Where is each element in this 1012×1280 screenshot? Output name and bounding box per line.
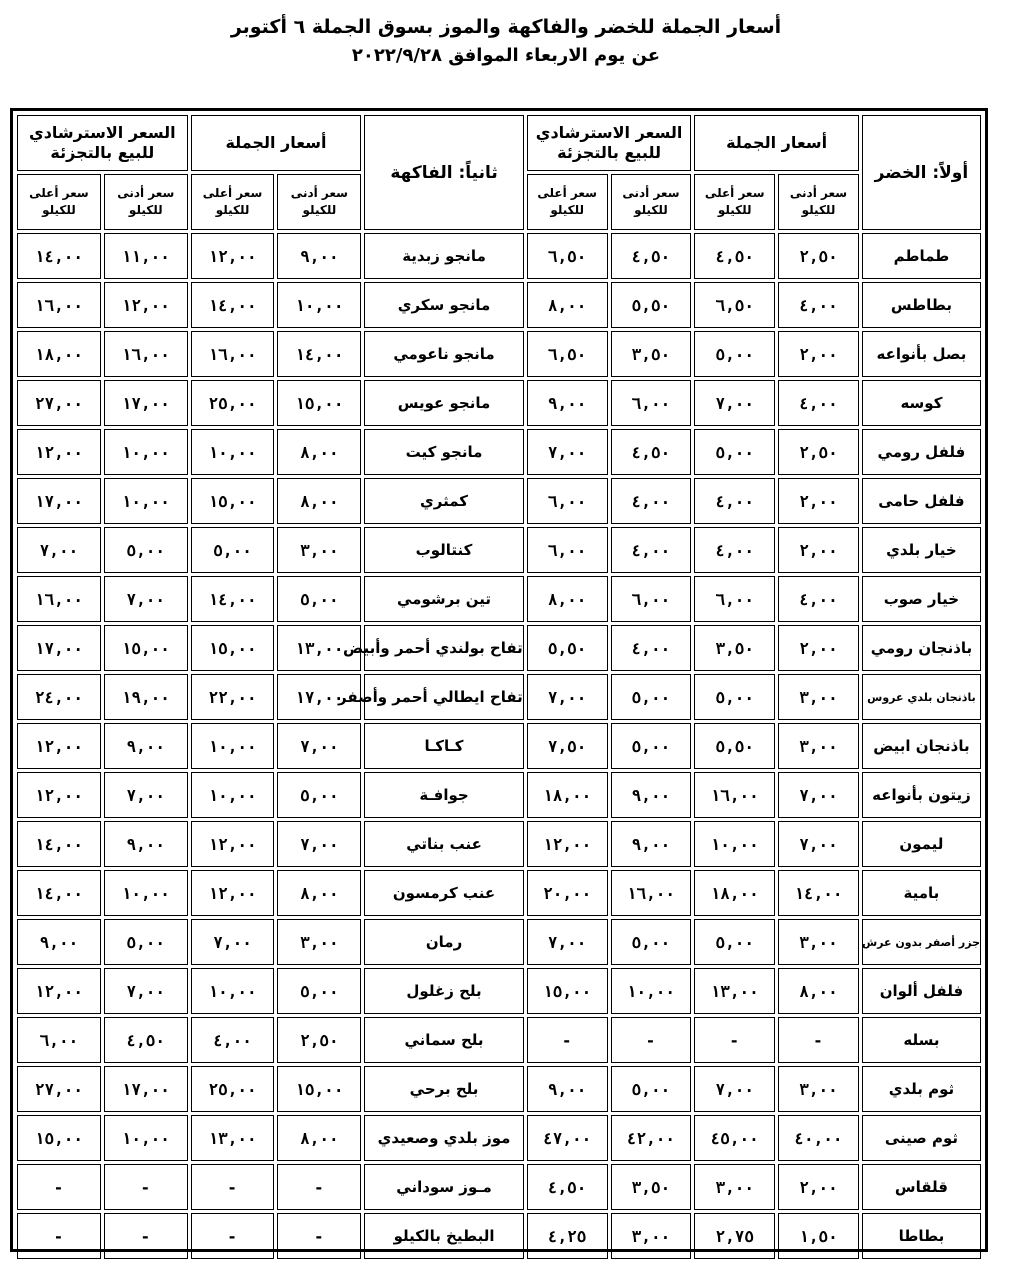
fruit-retail-max: ١٧,٠٠ xyxy=(17,625,101,671)
max-price-header: سعر أعلى للكيلو xyxy=(191,174,275,230)
fruit-wholesale-max: ١٤,٠٠ xyxy=(191,576,275,622)
fruit-retail-min: ١٧,٠٠ xyxy=(104,380,188,426)
fruit-name: بلح برحي xyxy=(364,1066,524,1112)
fruit-wholesale-max: ٢٥,٠٠ xyxy=(191,380,275,426)
veg-retail-max: ٧,٥٠ xyxy=(527,723,608,769)
fruit-name: مانجو ناعومي xyxy=(364,331,524,377)
fruit-name: رمان xyxy=(364,919,524,965)
veg-retail-min: ٣,٥٠ xyxy=(611,331,692,377)
fruit-wholesale-max: ١٢,٠٠ xyxy=(191,821,275,867)
veg-retail-max: ٨,٠٠ xyxy=(527,576,608,622)
fruit-retail-max: ٩,٠٠ xyxy=(17,919,101,965)
veg-retail-min: ٤٢,٠٠ xyxy=(611,1115,692,1161)
veg-retail-min: ٥,٠٠ xyxy=(611,674,692,720)
fruit-retail-max: ١٦,٠٠ xyxy=(17,576,101,622)
veg-name: زيتون بأنواعه xyxy=(862,772,981,818)
veg-wholesale-max: ٦,٥٠ xyxy=(694,282,775,328)
fruit-name: تفاح بولندي أحمر وأبيض xyxy=(364,625,524,671)
veg-wholesale-min: ٤,٠٠ xyxy=(778,576,859,622)
fruit-retail-max: ١٨,٠٠ xyxy=(17,331,101,377)
fruit-wholesale-min: ٥,٠٠ xyxy=(277,576,361,622)
fruit-wholesale-min: ١٧,٠٠ xyxy=(277,674,361,720)
fruit-retail-min: ١٠,٠٠ xyxy=(104,1115,188,1161)
header-row-groups xyxy=(17,115,981,171)
veg-name: فلفل رومي xyxy=(862,429,981,475)
veg-wholesale-min: ١٤,٠٠ xyxy=(778,870,859,916)
veg-name: بصل بأنواعه xyxy=(862,331,981,377)
veg-retail-min: ٣,٥٠ xyxy=(611,1164,692,1210)
veg-retail-max: - xyxy=(527,1017,608,1063)
veg-wholesale-max: - xyxy=(694,1017,775,1063)
max-price-header: سعر أعلى للكيلو xyxy=(17,174,101,230)
veg-wholesale-max: ٦,٠٠ xyxy=(694,576,775,622)
veg-retail-min: ٥,٠٠ xyxy=(611,723,692,769)
fruit-name: بلح سماني xyxy=(364,1017,524,1063)
fruit-retail-max: ١٢,٠٠ xyxy=(17,772,101,818)
fruit-wholesale-min: - xyxy=(277,1213,361,1259)
veg-retail-min: ٤,٠٠ xyxy=(611,527,692,573)
veg-retail-min: ٩,٠٠ xyxy=(611,821,692,867)
fruit-wholesale-min: ١٥,٠٠ xyxy=(277,1066,361,1112)
veg-name: ثوم صينى xyxy=(862,1115,981,1161)
fruit-name: جوافـة xyxy=(364,772,524,818)
fruit-wholesale-min: ٨,٠٠ xyxy=(277,1115,361,1161)
fruit-name: البطيخ بالكيلو xyxy=(364,1213,524,1259)
veg-wholesale-max: ٥,٠٠ xyxy=(694,429,775,475)
fruit-wholesale-max: ١٦,٠٠ xyxy=(191,331,275,377)
fruit-retail-min: - xyxy=(104,1164,188,1210)
fruit-retail-min: ١٦,٠٠ xyxy=(104,331,188,377)
fruit-wholesale-max: ١٠,٠٠ xyxy=(191,723,275,769)
table-row xyxy=(17,1164,981,1210)
fruit-name: موز بلدي وصعيدي xyxy=(364,1115,524,1161)
fruit-name: كـاكـا xyxy=(364,723,524,769)
table-row xyxy=(17,233,981,279)
veg-wholesale-min: ٧,٠٠ xyxy=(778,772,859,818)
veg-retail-max: ١٨,٠٠ xyxy=(527,772,608,818)
veg-wholesale-min: - xyxy=(778,1017,859,1063)
veg-retail-max: ١٥,٠٠ xyxy=(527,968,608,1014)
veg-name: كوسه xyxy=(862,380,981,426)
veg-name: فلفل حامى xyxy=(862,478,981,524)
veg-wholesale-min: ١,٥٠ xyxy=(778,1213,859,1259)
veg-wholesale-max: ٧,٠٠ xyxy=(694,1066,775,1112)
veg-name: بامية xyxy=(862,870,981,916)
veg-retail-min: ٤,٥٠ xyxy=(611,429,692,475)
veg-wholesale-min: ٢,٠٠ xyxy=(778,331,859,377)
veg-wholesale-max: ٥,٠٠ xyxy=(694,674,775,720)
table-row xyxy=(17,968,981,1014)
veg-wholesale-min: ٢,٠٠ xyxy=(778,625,859,671)
fruit-retail-min: - xyxy=(104,1213,188,1259)
veg-wholesale-min: ٣,٠٠ xyxy=(778,1066,859,1112)
fruit-wholesale-max: ٤,٠٠ xyxy=(191,1017,275,1063)
fruit-retail-min: ٥,٠٠ xyxy=(104,919,188,965)
veg-name: بسله xyxy=(862,1017,981,1063)
guide-line2: للبيع بالتجزئة xyxy=(557,143,661,162)
fruit-retail-min: ١٠,٠٠ xyxy=(104,429,188,475)
veg-wholesale-min: ٣,٠٠ xyxy=(778,919,859,965)
veg-retail-max: ٤٧,٠٠ xyxy=(527,1115,608,1161)
fruit-wholesale-max: - xyxy=(191,1213,275,1259)
table-row xyxy=(17,478,981,524)
fruit-wholesale-max: ١٣,٠٠ xyxy=(191,1115,275,1161)
veg-retail-max: ٧,٠٠ xyxy=(527,429,608,475)
fruit-retail-max: ١٤,٠٠ xyxy=(17,233,101,279)
veg-wholesale-min: ٢,٥٠ xyxy=(778,429,859,475)
veg-wholesale-min: ٨,٠٠ xyxy=(778,968,859,1014)
veg-wholesale-min: ٤,٠٠ xyxy=(778,380,859,426)
veg-retail-min: - xyxy=(611,1017,692,1063)
fruit-wholesale-min: ٨,٠٠ xyxy=(277,870,361,916)
price-table xyxy=(14,112,984,1262)
max-price-header: سعر أعلى للكيلو xyxy=(527,174,608,230)
veg-name: قلقاس xyxy=(862,1164,981,1210)
veg-retail-max: ١٢,٠٠ xyxy=(527,821,608,867)
veg-wholesale-min: ٢,٠٠ xyxy=(778,527,859,573)
fruit-name: تين برشومي xyxy=(364,576,524,622)
fruit-retail-min: ١٥,٠٠ xyxy=(104,625,188,671)
fruit-retail-max: - xyxy=(17,1213,101,1259)
fruit-wholesale-max: ١٤,٠٠ xyxy=(191,282,275,328)
veg-retail-min: ١٠,٠٠ xyxy=(611,968,692,1014)
fruit-name: كنتالوب xyxy=(364,527,524,573)
fruit-wholesale-max: ١٠,٠٠ xyxy=(191,968,275,1014)
veg-retail-max: ٩,٠٠ xyxy=(527,1066,608,1112)
fruit-retail-min: ١١,٠٠ xyxy=(104,233,188,279)
fruit-wholesale-header: أسعار الجملة xyxy=(191,115,362,171)
table-row xyxy=(17,527,981,573)
fruit-wholesale-min: ٣,٠٠ xyxy=(277,527,361,573)
fruit-retail-min: ٧,٠٠ xyxy=(104,772,188,818)
veg-name: خيار صوب xyxy=(862,576,981,622)
veg-retail-max: ٨,٠٠ xyxy=(527,282,608,328)
fruit-wholesale-max: ١٠,٠٠ xyxy=(191,772,275,818)
veg-category-header: أولاً: الخضر xyxy=(862,115,981,230)
fruit-wholesale-max: ٢٢,٠٠ xyxy=(191,674,275,720)
price-table-body xyxy=(17,233,981,1259)
veg-wholesale-min: ٣,٠٠ xyxy=(778,723,859,769)
veg-wholesale-max: ٤,٠٠ xyxy=(694,527,775,573)
fruit-retail-min: ٩,٠٠ xyxy=(104,821,188,867)
guide-line1: السعر الاسترشادي xyxy=(535,123,683,142)
table-row xyxy=(17,723,981,769)
fruit-wholesale-min: ٩,٠٠ xyxy=(277,233,361,279)
veg-retail-min: ٤,٠٠ xyxy=(611,478,692,524)
table-row xyxy=(17,1017,981,1063)
guide-line1: السعر الاسترشادي xyxy=(29,123,176,142)
veg-retail-max: ٧,٠٠ xyxy=(527,674,608,720)
fruit-retail-max: ٢٤,٠٠ xyxy=(17,674,101,720)
veg-retail-max: ٦,٥٠ xyxy=(527,331,608,377)
veg-name: باذنجان بلدي عروس xyxy=(862,674,981,720)
fruit-wholesale-max: ١٥,٠٠ xyxy=(191,625,275,671)
fruit-wholesale-max: ١٢,٠٠ xyxy=(191,233,275,279)
min-price-header: سعر أدنى للكيلو xyxy=(611,174,692,230)
veg-retail-max: ٩,٠٠ xyxy=(527,380,608,426)
fruit-category-header: ثانياً: الفاكهة xyxy=(364,115,524,230)
fruit-retail-max: ١٤,٠٠ xyxy=(17,821,101,867)
fruit-name: كمثري xyxy=(364,478,524,524)
veg-name: بطاطس xyxy=(862,282,981,328)
fruit-retail-min: ١٩,٠٠ xyxy=(104,674,188,720)
max-price-header: سعر أعلى للكيلو xyxy=(694,174,775,230)
fruit-retail-min: ٥,٠٠ xyxy=(104,527,188,573)
page-header xyxy=(0,12,1012,70)
veg-retail-min: ٥,٠٠ xyxy=(611,1066,692,1112)
fruit-wholesale-min: ١٣,٠٠ xyxy=(277,625,361,671)
veg-retail-min: ٦,٠٠ xyxy=(611,576,692,622)
veg-retail-max: ٤,٥٠ xyxy=(527,1164,608,1210)
veg-retail-max: ٦,٠٠ xyxy=(527,527,608,573)
fruit-retail-min: ٧,٠٠ xyxy=(104,968,188,1014)
veg-retail-max: ٤,٢٥ xyxy=(527,1213,608,1259)
fruit-retail-max: ٦,٠٠ xyxy=(17,1017,101,1063)
fruit-wholesale-min: ٧,٠٠ xyxy=(277,723,361,769)
veg-name: خيار بلدي xyxy=(862,527,981,573)
veg-retail-max: ٦,٥٠ xyxy=(527,233,608,279)
fruit-wholesale-max: ١٥,٠٠ xyxy=(191,478,275,524)
fruit-name: مانجو سكري xyxy=(364,282,524,328)
veg-retail-min: ٣,٠٠ xyxy=(611,1213,692,1259)
table-row xyxy=(17,576,981,622)
fruit-wholesale-min: ٣,٠٠ xyxy=(277,919,361,965)
veg-wholesale-max: ٤٥,٠٠ xyxy=(694,1115,775,1161)
fruit-wholesale-min: ٢,٥٠ xyxy=(277,1017,361,1063)
veg-wholesale-min: ٤٠,٠٠ xyxy=(778,1115,859,1161)
veg-retail-min: ٩,٠٠ xyxy=(611,772,692,818)
veg-wholesale-max: ٧,٠٠ xyxy=(694,380,775,426)
page-title: أسعار الجملة للخضر والفاكهة والموز بسوق الجملة ٦ أكتوبر xyxy=(230,16,782,38)
veg-name: ثوم بلدي xyxy=(862,1066,981,1112)
veg-wholesale-max: ٤,٥٠ xyxy=(694,233,775,279)
veg-name: طماطم xyxy=(862,233,981,279)
fruit-retail-min: ١٠,٠٠ xyxy=(104,478,188,524)
veg-wholesale-min: ٢,٠٠ xyxy=(778,1164,859,1210)
table-row xyxy=(17,625,981,671)
fruit-wholesale-min: ١٠,٠٠ xyxy=(277,282,361,328)
fruit-retail-max: ١٢,٠٠ xyxy=(17,968,101,1014)
fruit-retail-max: ١٦,٠٠ xyxy=(17,282,101,328)
veg-wholesale-max: ٤,٠٠ xyxy=(694,478,775,524)
fruit-retail-min: ٤,٥٠ xyxy=(104,1017,188,1063)
fruit-retail-max: ١٤,٠٠ xyxy=(17,870,101,916)
fruit-retail-max: - xyxy=(17,1164,101,1210)
veg-retail-min: ٤,٥٠ xyxy=(611,233,692,279)
fruit-retail-max: ١٥,٠٠ xyxy=(17,1115,101,1161)
veg-wholesale-header: أسعار الجملة xyxy=(694,115,859,171)
min-price-header: سعر أدنى للكيلو xyxy=(778,174,859,230)
fruit-wholesale-min: - xyxy=(277,1164,361,1210)
fruit-wholesale-min: ١٤,٠٠ xyxy=(277,331,361,377)
table-row xyxy=(17,1066,981,1112)
veg-wholesale-max: ١٨,٠٠ xyxy=(694,870,775,916)
veg-name: باذنجان ابيض xyxy=(862,723,981,769)
fruit-name: بلح زغلول xyxy=(364,968,524,1014)
veg-wholesale-max: ٣,٠٠ xyxy=(694,1164,775,1210)
veg-wholesale-max: ٥,٠٠ xyxy=(694,919,775,965)
veg-retail-min: ٥,٠٠ xyxy=(611,919,692,965)
veg-wholesale-max: ٥,٠٠ xyxy=(694,331,775,377)
fruit-retail-min: ٩,٠٠ xyxy=(104,723,188,769)
table-row xyxy=(17,1213,981,1259)
fruit-name: عنب بناتي xyxy=(364,821,524,867)
veg-name: ليمون xyxy=(862,821,981,867)
veg-name: بطاطا xyxy=(862,1213,981,1259)
table-row xyxy=(17,919,981,965)
veg-wholesale-max: ٣,٥٠ xyxy=(694,625,775,671)
veg-retail-max: ٧,٠٠ xyxy=(527,919,608,965)
fruit-wholesale-min: ٥,٠٠ xyxy=(277,968,361,1014)
veg-retail-max: ٥,٥٠ xyxy=(527,625,608,671)
fruit-wholesale-min: ٥,٠٠ xyxy=(277,772,361,818)
fruit-retail-max: ١٢,٠٠ xyxy=(17,429,101,475)
veg-wholesale-max: ٥,٥٠ xyxy=(694,723,775,769)
fruit-wholesale-max: ١٠,٠٠ xyxy=(191,429,275,475)
fruit-wholesale-min: ٧,٠٠ xyxy=(277,821,361,867)
fruit-retail-max: ١٢,٠٠ xyxy=(17,723,101,769)
fruit-retail-min: ١٢,٠٠ xyxy=(104,282,188,328)
veg-retail-min: ١٦,٠٠ xyxy=(611,870,692,916)
table-row xyxy=(17,821,981,867)
fruit-retail-max: ٧,٠٠ xyxy=(17,527,101,573)
veg-retail-min: ٦,٠٠ xyxy=(611,380,692,426)
veg-retail-max: ٦,٠٠ xyxy=(527,478,608,524)
page-subtitle-date: عن يوم الاربعاء الموافق ٢٠٢٢/٩/٢٨ xyxy=(351,45,661,66)
min-price-header: سعر أدنى للكيلو xyxy=(277,174,361,230)
table-row xyxy=(17,870,981,916)
table-row xyxy=(17,331,981,377)
veg-retail-min: ٤,٠٠ xyxy=(611,625,692,671)
veg-wholesale-max: ١٠,٠٠ xyxy=(694,821,775,867)
table-row xyxy=(17,380,981,426)
veg-wholesale-max: ١٦,٠٠ xyxy=(694,772,775,818)
table-row xyxy=(17,429,981,475)
fruit-wholesale-min: ١٥,٠٠ xyxy=(277,380,361,426)
veg-wholesale-min: ٣,٠٠ xyxy=(778,674,859,720)
table-row xyxy=(17,1115,981,1161)
veg-wholesale-max: ١٣,٠٠ xyxy=(694,968,775,1014)
table-row xyxy=(17,674,981,720)
veg-retail-max: ٢٠,٠٠ xyxy=(527,870,608,916)
fruit-name: عنب كرمسون xyxy=(364,870,524,916)
fruit-name: مـوز سوداني xyxy=(364,1164,524,1210)
fruit-name: مانجو عويس xyxy=(364,380,524,426)
veg-name: باذنجان رومي xyxy=(862,625,981,671)
fruit-guide-price-header xyxy=(17,115,188,171)
table-row xyxy=(17,772,981,818)
fruit-wholesale-min: ٨,٠٠ xyxy=(277,478,361,524)
table-row xyxy=(17,282,981,328)
fruit-wholesale-max: ١٢,٠٠ xyxy=(191,870,275,916)
veg-guide-price-header xyxy=(527,115,692,171)
fruit-retail-max: ٢٧,٠٠ xyxy=(17,1066,101,1112)
veg-wholesale-min: ٧,٠٠ xyxy=(778,821,859,867)
fruit-name: مانجو زبدية xyxy=(364,233,524,279)
veg-retail-min: ٥,٥٠ xyxy=(611,282,692,328)
fruit-retail-max: ٢٧,٠٠ xyxy=(17,380,101,426)
veg-wholesale-max: ٢,٧٥ xyxy=(694,1213,775,1259)
fruit-retail-min: ٧,٠٠ xyxy=(104,576,188,622)
fruit-retail-min: ١٠,٠٠ xyxy=(104,870,188,916)
veg-wholesale-min: ٢,٥٠ xyxy=(778,233,859,279)
veg-name: جزر أصفر بدون عرش xyxy=(862,919,981,965)
fruit-wholesale-min: ٨,٠٠ xyxy=(277,429,361,475)
fruit-wholesale-max: ٥,٠٠ xyxy=(191,527,275,573)
guide-line2: للبيع بالتجزئة xyxy=(50,143,155,162)
fruit-retail-max: ١٧,٠٠ xyxy=(17,478,101,524)
fruit-name: مانجو كيت xyxy=(364,429,524,475)
fruit-retail-min: ١٧,٠٠ xyxy=(104,1066,188,1112)
fruit-wholesale-max: - xyxy=(191,1164,275,1210)
min-price-header: سعر أدنى للكيلو xyxy=(104,174,188,230)
veg-wholesale-min: ٢,٠٠ xyxy=(778,478,859,524)
fruit-wholesale-max: ٢٥,٠٠ xyxy=(191,1066,275,1112)
veg-name: فلفل ألوان xyxy=(862,968,981,1014)
fruit-name: تفاح ايطالي أحمر وأصفر xyxy=(364,674,524,720)
veg-wholesale-min: ٤,٠٠ xyxy=(778,282,859,328)
fruit-wholesale-max: ٧,٠٠ xyxy=(191,919,275,965)
